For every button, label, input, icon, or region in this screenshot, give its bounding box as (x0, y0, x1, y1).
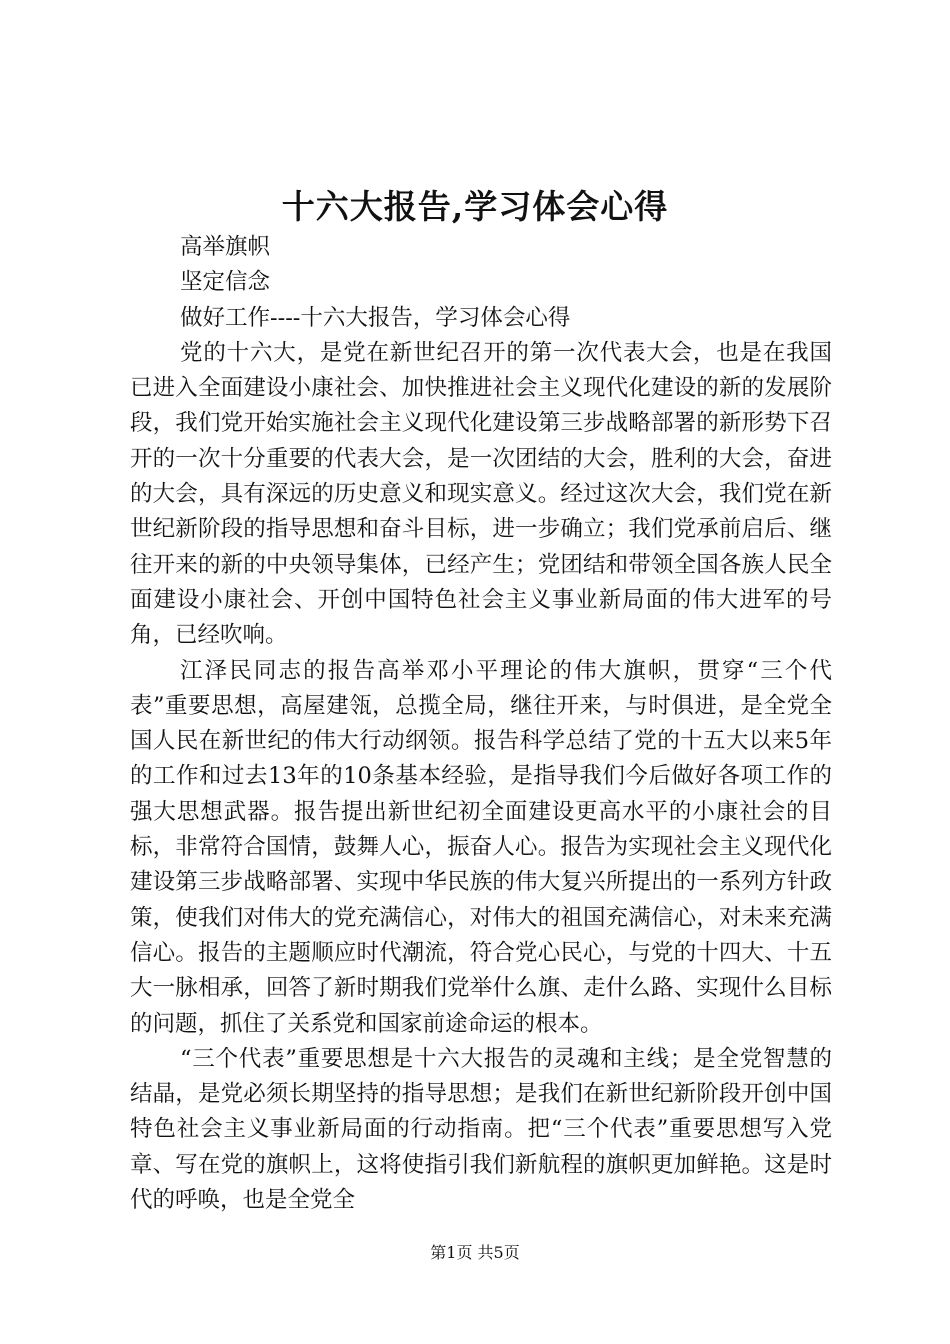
paragraph-3: “三个代表”重要思想是十六大报告的灵魂和主线；是全党智慧的结晶，是党必须长期坚持的指导思想；是我们在新世纪新阶段开创中国特色社会主义事业新局面的行动指南。把“三个代表”重要思想写入党章、写在党的旗帜上，这将使指引我们新航程的旗帜更加鲜艳。这是时代的呼唤，也是全党全 (130, 1045, 832, 1214)
head-line-1: 高举旗帜 (180, 234, 271, 260)
paragraph-2: 江泽民同志的报告高举邓小平理论的伟大旗帜，贯穿“三个代表”重要思想，高屋建瓴，总揽全局，继往开来，与时俱进，是全党全国人民在新世纪的伟大行动纲领。报告科学总结了党的十五大以来5年的工作和过去13年的10条基本经验，是指导我们今后做好各项工作的强大思想武器。报告提出新世纪初全面建设更高水平的小康社会的目标，非常符合国情，鼓舞人心，振奋人心。报告为实现社会主义现代化建设第三步战略部署、实现中华民族的伟大复兴所提出的一系列方针政策，使我们对伟大的党充满信心，对伟大的祖国充满信心，对未来充满信心。报告的主题顺应时代潮流，符合党心民心，与党的十四大、十五大一脉相承，回答了新时期我们党举什么旗、走什么路、实现什么目标的问题，抓住了关系党和国家前途命运的根本。 (130, 657, 832, 1037)
paragraph-1: 党的十六大，是党在新世纪召开的第一次代表大会，也是在我国已进入全面建设小康社会、加快推进社会主义现代化建设的新的发展阶段，我们党开始实施社会主义现代化建设第三步战略部署的新形势下召开的一次十分重要的代表大会，是一次团结的大会，胜利的大会，奋进的大会，具有深远的历史意义和现实意义。经过这次大会，我们党在新世纪新阶段的指导思想和奋斗目标，进一步确立；我们党承前启后、继往开来的新的中央领导集体，已经产生；党团结和带领全国各族人民全面建设小康社会、开创中国特色社会主义事业新局面的伟大进军的号角，已经吹响。 (130, 339, 832, 649)
page-footer: 第1页 共5页 (430, 1243, 520, 1262)
head-line-2: 坚定信念 (180, 269, 271, 296)
head-line-3: 做好工作----十六大报告，学习体会心得 (180, 304, 571, 331)
document-body (130, 230, 832, 1218)
document-title: 十六大报告,学习体会心得 (281, 187, 669, 226)
